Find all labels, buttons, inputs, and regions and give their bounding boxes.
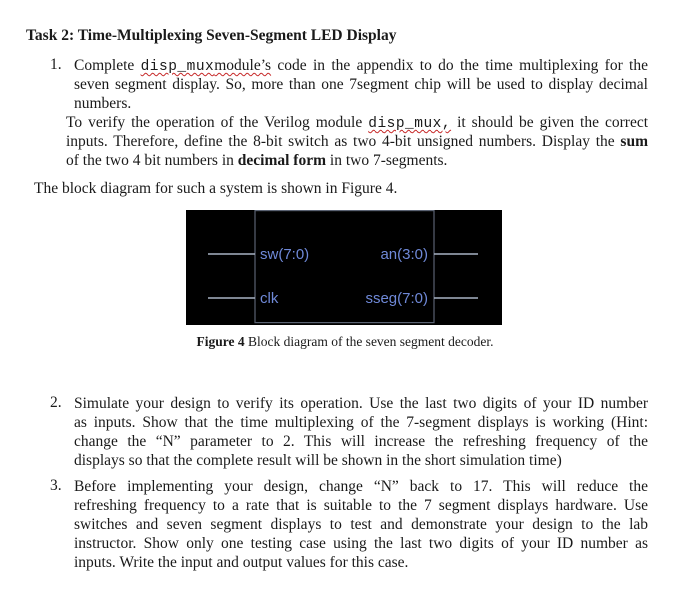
item-2-number: 2. bbox=[50, 394, 62, 411]
verify-line-1 bbox=[66, 113, 648, 134]
item-3-number: 3. bbox=[50, 477, 62, 494]
module-name-code: disp_mux bbox=[140, 59, 215, 75]
figure-caption bbox=[0, 334, 690, 350]
verify-post: it should be given the correct bbox=[457, 114, 649, 131]
item-2-line: displays so that the complete result will be shown in the short simulation time) bbox=[74, 452, 562, 469]
item-3-line: switches and seven segment displays to test and demonstrate your design to the lab bbox=[74, 516, 648, 533]
block-diagram-svg bbox=[186, 210, 502, 325]
verify-pre: To verify the operation of the Verilog module bbox=[66, 114, 363, 131]
item-2-line: Simulate your design to verify its operation. Use the last two digits of your ID number bbox=[74, 395, 648, 412]
decimal-form: decimal form bbox=[237, 152, 327, 169]
line-6-post: in two 7-segments. bbox=[329, 152, 448, 169]
line-5-text: inputs. Therefore, define the 8-bit switch as two 4-bit unsigned numbers. Display the bbox=[66, 133, 615, 150]
item-3-line: instructor. Show only one testing case using the last two digits of your ID number as bbox=[74, 535, 648, 552]
line-1-rest: code in the appendix to do the time multiplexing for the bbox=[277, 57, 648, 74]
verify-module-code: disp_mux, bbox=[368, 116, 452, 132]
item-1-line-1 bbox=[74, 56, 648, 77]
sw-label: sw(7:0) bbox=[260, 246, 310, 263]
complete-word: Complete bbox=[74, 57, 135, 74]
item-3-line: inputs. Write the input and output values for this case. bbox=[74, 554, 409, 571]
item-2-line: as inputs. Show that the time multiplexing of the 7-segment displays is working (Hint: bbox=[74, 414, 648, 431]
line-6-pre: of the two 4 bit numbers in bbox=[66, 152, 234, 169]
item-3-line: Before implementing your design, change “N” back to 17. This will reduce the bbox=[74, 478, 648, 495]
figure-label: Figure 4 bbox=[196, 334, 245, 349]
module-suffix: module’s bbox=[214, 57, 272, 74]
block-diagram bbox=[186, 210, 502, 325]
item-1-line-2: seven segment display. So, more than one 7segment chip will be used to display decimal bbox=[74, 76, 648, 93]
task-title: Task 2: Time-Multiplexing Seven-Segment LED Display bbox=[26, 27, 397, 44]
clk-label: clk bbox=[260, 290, 279, 307]
verify-line-3 bbox=[66, 151, 447, 170]
item-1-line-3: numbers. bbox=[74, 95, 132, 112]
sum-word: sum bbox=[620, 133, 648, 150]
verify-line-2 bbox=[66, 132, 648, 151]
an-label: an(3:0) bbox=[380, 246, 428, 263]
item-3-line: refreshing frequency to a rate that is suitable to the 7 segment displays hardware. Use bbox=[74, 497, 648, 514]
figure-caption-text: Block diagram of the seven segment decoder. bbox=[247, 334, 494, 349]
block-diagram-intro: The block diagram for such a system is shown in Figure 4. bbox=[34, 180, 398, 197]
item-1-number: 1. bbox=[50, 56, 62, 73]
sseg-label: sseg(7:0) bbox=[365, 290, 428, 307]
item-2-line: change the “N” parameter to 2. This will increase the refreshing frequency of the bbox=[74, 433, 648, 450]
